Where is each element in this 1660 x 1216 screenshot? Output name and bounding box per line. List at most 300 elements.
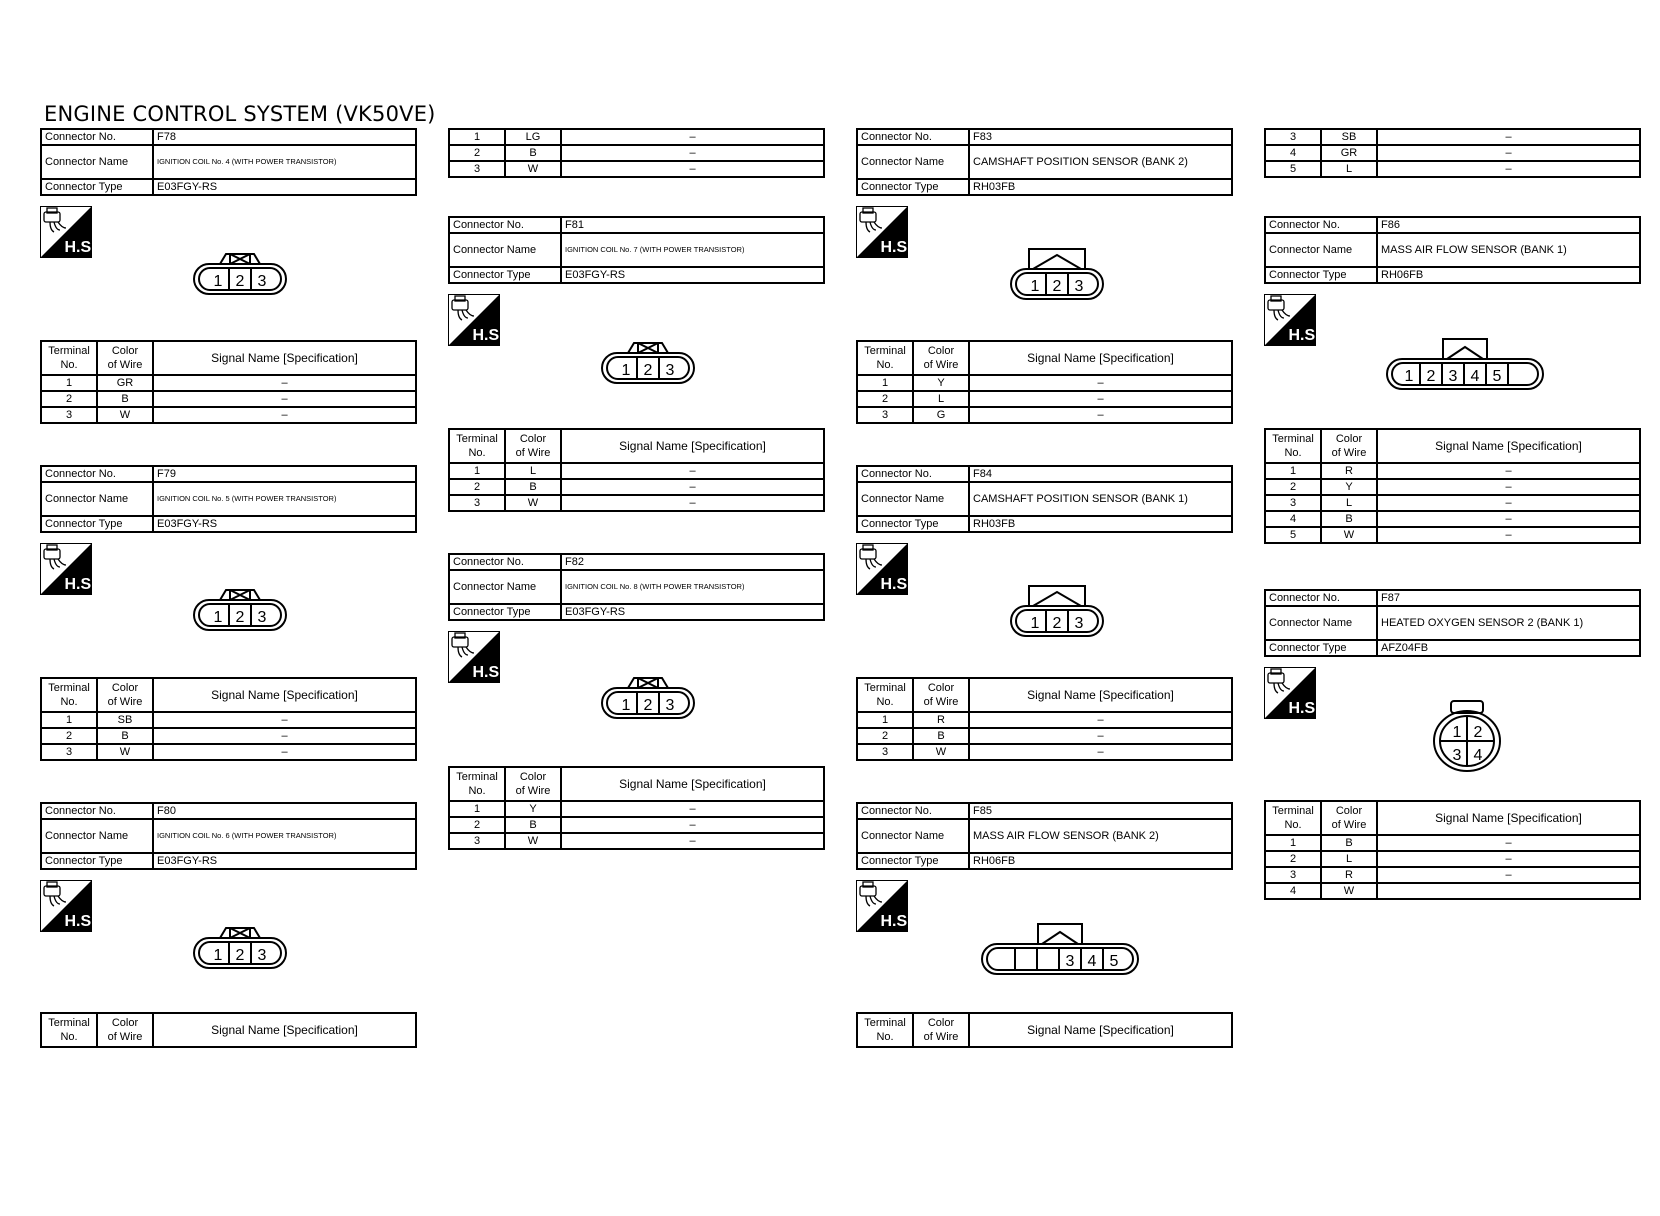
signal-name: – (153, 375, 416, 391)
connector-face-diagram (192, 924, 288, 972)
terminal-no: 2 (449, 145, 505, 161)
signal-name (1377, 883, 1640, 899)
wire-color: B (97, 728, 153, 744)
signal-name-header: Signal Name [Specification] (969, 341, 1232, 375)
signal-table (40, 1012, 417, 1048)
signal-table (1264, 428, 1641, 544)
signal-name: – (1377, 835, 1640, 851)
connector-name-value: MASS AIR FLOW SENSOR (BANK 2) (969, 819, 1232, 853)
table-row (1265, 883, 1640, 899)
connector-name-label: Connector Name (41, 819, 153, 853)
of-wire-header: of Wire (923, 1031, 959, 1043)
connector-face-diagram (1009, 245, 1105, 303)
terminal-no-header: No. (60, 1031, 78, 1043)
connector-no-label: Connector No. (41, 803, 153, 819)
pin-number: 1 (1030, 615, 1040, 632)
pin-number: 3 (1448, 368, 1458, 385)
signal-table (448, 428, 825, 512)
pin-number: 3 (1074, 278, 1084, 295)
table-row (857, 375, 1232, 391)
connector-header (40, 465, 417, 533)
connector-type-value: E03FGY-RS (561, 604, 824, 620)
pin-number: 4 (1470, 368, 1480, 385)
signal-table (448, 766, 825, 850)
terminal-no: 1 (449, 129, 505, 145)
connector-name-value: MASS AIR FLOW SENSOR (BANK 1) (1377, 233, 1640, 267)
terminal-header: Terminal (1272, 433, 1314, 445)
wire-color: L (1321, 851, 1377, 867)
pin-number: 2 (1473, 724, 1483, 741)
color-header: Color (111, 682, 139, 694)
signal-name: – (969, 375, 1232, 391)
connector-face-diagram (600, 674, 696, 722)
connector-name-value: HEATED OXYGEN SENSOR 2 (BANK 1) (1377, 606, 1640, 640)
connector-face-diagram (1431, 699, 1503, 773)
signal-name-header: Signal Name [Specification] (1377, 429, 1640, 463)
hs-label: H.S. (1288, 700, 1320, 717)
signal-name: – (561, 129, 824, 145)
connector-type-value: RH06FB (969, 853, 1232, 869)
signal-name: – (1377, 145, 1640, 161)
connector-type-value: E03FGY-RS (561, 267, 824, 283)
pin-number: 1 (621, 362, 631, 379)
pin-number: 2 (643, 362, 653, 379)
connector-no-value: F82 (561, 554, 824, 570)
connector-header (856, 465, 1233, 533)
of-wire-header: of Wire (1331, 447, 1367, 459)
signal-name: – (1377, 495, 1640, 511)
pin-number: 1 (213, 273, 223, 290)
connector-type-value: RH06FB (1377, 267, 1640, 283)
connector-type-label: Connector Type (1265, 267, 1377, 283)
terminal-no-header: No. (876, 359, 894, 371)
pin-number: 3 (665, 697, 675, 714)
pin-number: 1 (1404, 368, 1414, 385)
of-wire-header: of Wire (923, 696, 959, 708)
wire-color: Y (1321, 479, 1377, 495)
connector-name-value: IGNITION COIL No. 5 (WITH POWER TRANSISTOR) (153, 482, 416, 516)
harness-side-icon (1264, 667, 1320, 719)
signal-name: – (153, 391, 416, 407)
wire-color: B (505, 145, 561, 161)
connector-name-label: Connector Name (41, 482, 153, 516)
table-row (857, 407, 1232, 423)
terminal-no: 3 (857, 744, 913, 760)
wire-color: LG (505, 129, 561, 145)
wire-color: GR (97, 375, 153, 391)
pin-number: 3 (1452, 747, 1462, 764)
terminal-header: Terminal (864, 682, 906, 694)
harness-side-icon (448, 294, 504, 346)
connector-type-label: Connector Type (41, 179, 153, 195)
signal-name-header: Signal Name [Specification] (561, 767, 824, 801)
connector-name-value: CAMSHAFT POSITION SENSOR (BANK 2) (969, 145, 1232, 179)
signal-name: – (1377, 511, 1640, 527)
signal-name-header: Signal Name [Specification] (153, 341, 416, 375)
connector-type-value: E03FGY-RS (153, 853, 416, 869)
connector-header (40, 802, 417, 870)
hs-label: H.S. (880, 239, 912, 256)
connector-no-value: F79 (153, 466, 416, 482)
table-row (1265, 495, 1640, 511)
terminal-header: Terminal (864, 1017, 906, 1029)
hs-label: H.S. (472, 664, 504, 681)
connector-header (1264, 216, 1641, 284)
signal-name: – (969, 391, 1232, 407)
hs-label: H.S. (472, 327, 504, 344)
terminal-no: 1 (449, 463, 505, 479)
hs-label: H.S. (880, 576, 912, 593)
harness-side-icon (856, 543, 912, 595)
color-header: Color (927, 682, 955, 694)
connector-name-label: Connector Name (449, 233, 561, 267)
connector-no-label: Connector No. (1265, 217, 1377, 233)
connector-face-diagram (1009, 582, 1105, 640)
terminal-no: 2 (449, 817, 505, 833)
connector-name-value: CAMSHAFT POSITION SENSOR (BANK 1) (969, 482, 1232, 516)
terminal-no: 4 (1265, 145, 1321, 161)
signal-name: – (153, 728, 416, 744)
connector-type-label: Connector Type (449, 604, 561, 620)
wire-color: L (913, 391, 969, 407)
table-row (1265, 129, 1640, 145)
wire-color: W (505, 833, 561, 849)
connector-face-diagram (980, 920, 1140, 978)
terminal-no: 3 (1265, 867, 1321, 883)
signal-name: – (969, 712, 1232, 728)
signal-name-header: Signal Name [Specification] (153, 678, 416, 712)
connector-no-value: F85 (969, 803, 1232, 819)
terminal-header: Terminal (456, 771, 498, 783)
terminal-no: 4 (1265, 883, 1321, 899)
table-row (449, 817, 824, 833)
terminal-no-header: No. (1284, 447, 1302, 459)
signal-table (856, 340, 1233, 424)
table-row (449, 801, 824, 817)
table-row (1265, 835, 1640, 851)
of-wire-header: of Wire (515, 785, 551, 797)
connector-face-diagram (192, 250, 288, 298)
color-header: Color (111, 345, 139, 357)
signal-table (1264, 800, 1641, 900)
pin-number: 3 (257, 273, 267, 290)
pin-number: 3 (1065, 953, 1075, 970)
page-title: ENGINE CONTROL SYSTEM (VK50VE) (44, 102, 436, 126)
terminal-no-header: No. (60, 696, 78, 708)
terminal-no: 3 (1265, 129, 1321, 145)
of-wire-header: of Wire (1331, 819, 1367, 831)
connector-no-value: F83 (969, 129, 1232, 145)
harness-side-icon (856, 880, 912, 932)
terminal-no-header: No. (1284, 819, 1302, 831)
of-wire-header: of Wire (107, 359, 143, 371)
wire-color: W (505, 161, 561, 177)
signal-name: – (1377, 867, 1640, 883)
wire-color: L (1321, 495, 1377, 511)
signal-name: – (1377, 527, 1640, 543)
pin-number: 1 (1030, 278, 1040, 295)
signal-table (40, 677, 417, 761)
connector-header (40, 128, 417, 196)
wire-color: B (1321, 835, 1377, 851)
terminal-no: 3 (1265, 495, 1321, 511)
connector-face-diagram (192, 586, 288, 634)
terminal-no: 3 (41, 407, 97, 423)
wire-color: R (1321, 463, 1377, 479)
connector-no-value: F78 (153, 129, 416, 145)
wire-color: SB (97, 712, 153, 728)
table-row (449, 463, 824, 479)
connector-name-label: Connector Name (857, 482, 969, 516)
signal-name: – (561, 801, 824, 817)
connector-name-label: Connector Name (1265, 606, 1377, 640)
connector-no-value: F87 (1377, 590, 1640, 606)
connector-type-label: Connector Type (857, 179, 969, 195)
connector-type-value: E03FGY-RS (153, 179, 416, 195)
connector-name-label: Connector Name (41, 145, 153, 179)
terminal-header: Terminal (48, 345, 90, 357)
of-wire-header: of Wire (923, 359, 959, 371)
connector-header (1264, 589, 1641, 657)
signal-name: – (153, 712, 416, 728)
color-header: Color (519, 433, 547, 445)
wire-color: L (505, 463, 561, 479)
wire-color: SB (1321, 129, 1377, 145)
table-row (857, 744, 1232, 760)
terminal-no-header: No. (876, 696, 894, 708)
signal-name: – (561, 145, 824, 161)
table-row (41, 391, 416, 407)
table-row (449, 145, 824, 161)
pin-number: 2 (235, 273, 245, 290)
table-row (1265, 527, 1640, 543)
terminal-no: 3 (857, 407, 913, 423)
wire-color: B (1321, 511, 1377, 527)
connector-header (856, 128, 1233, 196)
signal-name: – (561, 463, 824, 479)
wire-color: B (913, 728, 969, 744)
hs-label: H.S. (64, 576, 96, 593)
terminal-header: Terminal (1272, 805, 1314, 817)
wire-color: R (913, 712, 969, 728)
signal-table (448, 128, 825, 178)
table-row (1265, 161, 1640, 177)
connector-type-label: Connector Type (857, 516, 969, 532)
pin-number: 1 (621, 697, 631, 714)
signal-name: – (969, 744, 1232, 760)
table-row (1265, 479, 1640, 495)
terminal-no: 1 (857, 375, 913, 391)
wire-color: L (1321, 161, 1377, 177)
connector-no-value: F80 (153, 803, 416, 819)
terminal-no: 5 (1265, 527, 1321, 543)
pin-number: 5 (1492, 368, 1502, 385)
terminal-no-header: No. (468, 785, 486, 797)
terminal-no: 1 (41, 375, 97, 391)
terminal-header: Terminal (48, 1017, 90, 1029)
terminal-no: 3 (41, 744, 97, 760)
signal-name-header: Signal Name [Specification] (153, 1013, 416, 1047)
terminal-header: Terminal (48, 682, 90, 694)
hs-label: H.S. (880, 913, 912, 930)
wire-color: Y (913, 375, 969, 391)
terminal-no: 2 (1265, 479, 1321, 495)
terminal-no: 3 (449, 495, 505, 511)
terminal-no: 5 (1265, 161, 1321, 177)
harness-side-icon (40, 880, 96, 932)
table-row (41, 744, 416, 760)
signal-name: – (969, 728, 1232, 744)
hs-label: H.S. (64, 913, 96, 930)
signal-table (1264, 128, 1641, 178)
pin-number: 4 (1473, 747, 1483, 764)
signal-table (856, 1012, 1233, 1048)
wire-color: W (1321, 527, 1377, 543)
table-row (449, 161, 824, 177)
terminal-no: 3 (449, 833, 505, 849)
pin-number: 2 (235, 947, 245, 964)
table-row (857, 712, 1232, 728)
wire-color: W (1321, 883, 1377, 899)
table-row (1265, 851, 1640, 867)
connector-no-value: F86 (1377, 217, 1640, 233)
table-row (449, 129, 824, 145)
terminal-no: 2 (1265, 851, 1321, 867)
wire-color: W (97, 744, 153, 760)
pin-number: 2 (1052, 615, 1062, 632)
pin-number: 3 (257, 947, 267, 964)
connector-no-label: Connector No. (1265, 590, 1377, 606)
connector-no-value: F81 (561, 217, 824, 233)
terminal-no-header: No. (60, 359, 78, 371)
signal-name: – (561, 833, 824, 849)
harness-side-icon (1264, 294, 1320, 346)
of-wire-header: of Wire (515, 447, 551, 459)
pin-number: 3 (665, 362, 675, 379)
table-row (449, 833, 824, 849)
pin-number: 2 (643, 697, 653, 714)
signal-name: – (969, 407, 1232, 423)
pin-number: 3 (257, 609, 267, 626)
pin-number: 5 (1109, 953, 1119, 970)
terminal-no: 1 (1265, 835, 1321, 851)
signal-name: – (561, 161, 824, 177)
signal-name-header: Signal Name [Specification] (969, 1013, 1232, 1047)
signal-name: – (1377, 479, 1640, 495)
wire-color: GR (1321, 145, 1377, 161)
connector-name-label: Connector Name (1265, 233, 1377, 267)
connector-name-label: Connector Name (857, 819, 969, 853)
connector-header (448, 216, 825, 284)
color-header: Color (927, 345, 955, 357)
harness-side-icon (448, 631, 504, 683)
connector-name-value: IGNITION COIL No. 8 (WITH POWER TRANSISTOR) (561, 570, 824, 604)
wire-color: R (1321, 867, 1377, 883)
wire-color: B (505, 479, 561, 495)
color-header: Color (927, 1017, 955, 1029)
table-row (1265, 511, 1640, 527)
connector-name-value: IGNITION COIL No. 6 (WITH POWER TRANSISTOR) (153, 819, 416, 853)
signal-name: – (1377, 129, 1640, 145)
pin-number: 1 (1452, 724, 1462, 741)
terminal-no: 1 (449, 801, 505, 817)
table-row (1265, 867, 1640, 883)
table-row (449, 479, 824, 495)
harness-side-icon (856, 206, 912, 258)
color-header: Color (519, 771, 547, 783)
terminal-no: 4 (1265, 511, 1321, 527)
table-row (1265, 145, 1640, 161)
connector-type-label: Connector Type (41, 516, 153, 532)
connector-no-label: Connector No. (41, 466, 153, 482)
color-header: Color (1335, 805, 1363, 817)
wire-color: W (505, 495, 561, 511)
connector-face-diagram (1385, 335, 1545, 393)
signal-name: – (1377, 161, 1640, 177)
table-row (857, 728, 1232, 744)
signal-name-header: Signal Name [Specification] (969, 678, 1232, 712)
connector-no-label: Connector No. (857, 129, 969, 145)
hs-label: H.S. (1288, 327, 1320, 344)
connector-type-value: AFZ04FB (1377, 640, 1640, 656)
terminal-no: 3 (449, 161, 505, 177)
signal-name: – (561, 817, 824, 833)
signal-name: – (561, 495, 824, 511)
connector-no-value: F84 (969, 466, 1232, 482)
signal-name: – (1377, 851, 1640, 867)
pin-number: 1 (213, 609, 223, 626)
connector-no-label: Connector No. (449, 217, 561, 233)
signal-name: – (1377, 463, 1640, 479)
of-wire-header: of Wire (107, 696, 143, 708)
wire-color: Y (505, 801, 561, 817)
pin-number: 3 (1074, 615, 1084, 632)
terminal-no: 2 (449, 479, 505, 495)
connector-no-label: Connector No. (857, 803, 969, 819)
table-row (1265, 463, 1640, 479)
harness-side-icon (40, 206, 96, 258)
signal-name: – (153, 744, 416, 760)
table-row (41, 375, 416, 391)
pin-number: 4 (1087, 953, 1097, 970)
wire-color: W (97, 407, 153, 423)
connector-type-value: RH03FB (969, 179, 1232, 195)
terminal-no-header: No. (876, 1031, 894, 1043)
signal-name: – (153, 407, 416, 423)
signal-name-header: Signal Name [Specification] (1377, 801, 1640, 835)
color-header: Color (1335, 433, 1363, 445)
hs-label: H.S. (64, 239, 96, 256)
signal-name: – (561, 479, 824, 495)
connector-no-label: Connector No. (41, 129, 153, 145)
connector-type-label: Connector Type (41, 853, 153, 869)
table-row (41, 407, 416, 423)
signal-table (856, 677, 1233, 761)
terminal-no: 2 (41, 391, 97, 407)
terminal-no-header: No. (468, 447, 486, 459)
connector-type-label: Connector Type (449, 267, 561, 283)
terminal-no: 1 (857, 712, 913, 728)
wire-color: B (97, 391, 153, 407)
terminal-no: 2 (857, 728, 913, 744)
connector-face-diagram (600, 339, 696, 387)
terminal-header: Terminal (456, 433, 498, 445)
table-row (41, 712, 416, 728)
pin-number: 2 (235, 609, 245, 626)
terminal-header: Terminal (864, 345, 906, 357)
signal-table (40, 340, 417, 424)
connector-header (448, 553, 825, 621)
